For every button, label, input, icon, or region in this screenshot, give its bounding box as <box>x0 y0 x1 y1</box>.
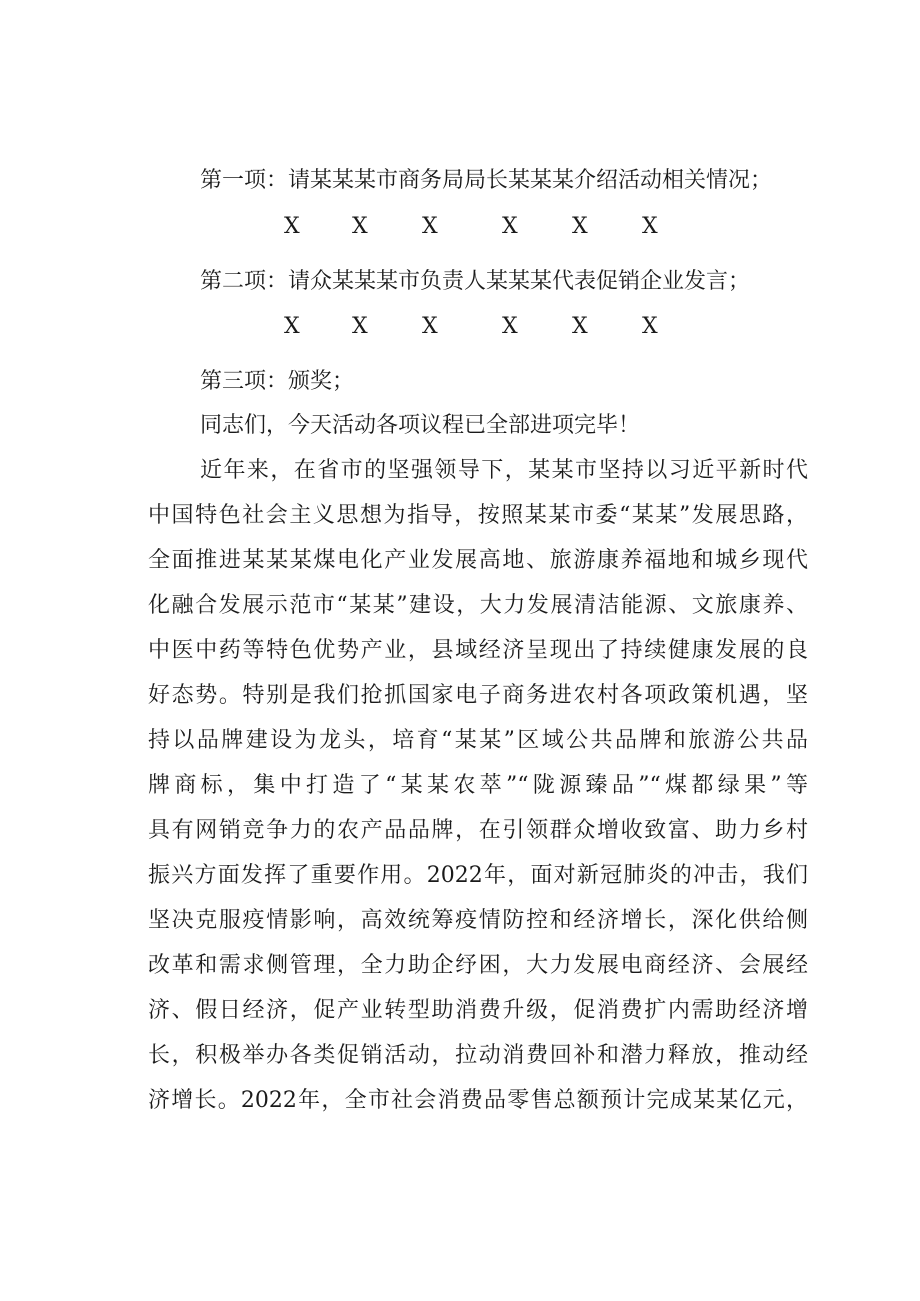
paragraph-line: 长，积极举办各类促销活动，拉动消费回补和潜力释放，推动经 <box>148 1043 808 1068</box>
x-mark: X <box>352 314 368 339</box>
x-mark: X <box>642 214 658 239</box>
x-mark: X <box>284 314 300 339</box>
x-mark: X <box>284 214 300 239</box>
closing-statement: 同志们，今天活动各项议程已全部进项完毕！ <box>200 413 641 438</box>
x-mark: X <box>572 314 588 339</box>
paragraph-line: 牌商标，集中打造了“某某农萃”“陇源臻品”“煤都绿果”等 <box>148 773 808 798</box>
x-mark-row-2 <box>148 312 808 342</box>
paragraph-line: 改革和需求侧管理，全力助企纾困，大力发展电商经济、会展经 <box>148 953 808 978</box>
paragraph-line: 中国特色社会主义思想为指导，按照某某市委“某某”发展思路， <box>148 503 808 528</box>
x-mark: X <box>422 314 438 339</box>
paragraph-line: 中医中药等特色优势产业，县域经济呈现出了持续健康发展的良 <box>148 638 808 663</box>
paragraph-line: 济增长。2022年，全市社会消费品零售总额预计完成某某亿元， <box>148 1088 808 1113</box>
paragraph-line: 化融合发展示范市“某某”建设，大力发展清洁能源、文旅康养、 <box>148 593 808 618</box>
x-mark: X <box>642 314 658 339</box>
paragraph-line: 好态势。特别是我们抢抓国家电子商务进农村各项政策机遇，坚 <box>148 683 808 708</box>
x-mark: X <box>502 314 518 339</box>
x-mark: X <box>572 214 588 239</box>
agenda-item-1: 第一项：请某某某市商务局局长某某某介绍活动相关情况； <box>200 168 773 193</box>
paragraph-line: 近年来，在省市的坚强领导下，某某市坚持以习近平新时代 <box>200 458 808 483</box>
paragraph-line: 振兴方面发挥了重要作用。2022年，面对新冠肺炎的冲击，我们 <box>148 863 808 888</box>
paragraph-line: 持以品牌建设为龙头，培育“某某”区域公共品牌和旅游公共品 <box>148 728 808 753</box>
paragraph-line: 全面推进某某某煤电化产业发展高地、旅游康养福地和城乡现代 <box>148 548 808 573</box>
agenda-item-3: 第三项：颁奖； <box>200 369 355 394</box>
x-mark-row-1 <box>148 212 808 242</box>
paragraph-line: 济、假日经济，促产业转型助消费升级，促消费扩内需助经济增 <box>148 998 808 1023</box>
x-mark: X <box>422 214 438 239</box>
paragraph-line: 坚决克服疫情影响，高效统筹疫情防控和经济增长，深化供给侧 <box>148 908 808 933</box>
x-mark: X <box>352 214 368 239</box>
x-mark: X <box>502 214 518 239</box>
paragraph-line: 具有网销竞争力的农产品品牌，在引领群众增收致富、助力乡村 <box>148 818 808 843</box>
agenda-item-2: 第二项：请众某某某市负责人某某某代表促销企业发言； <box>200 269 751 294</box>
